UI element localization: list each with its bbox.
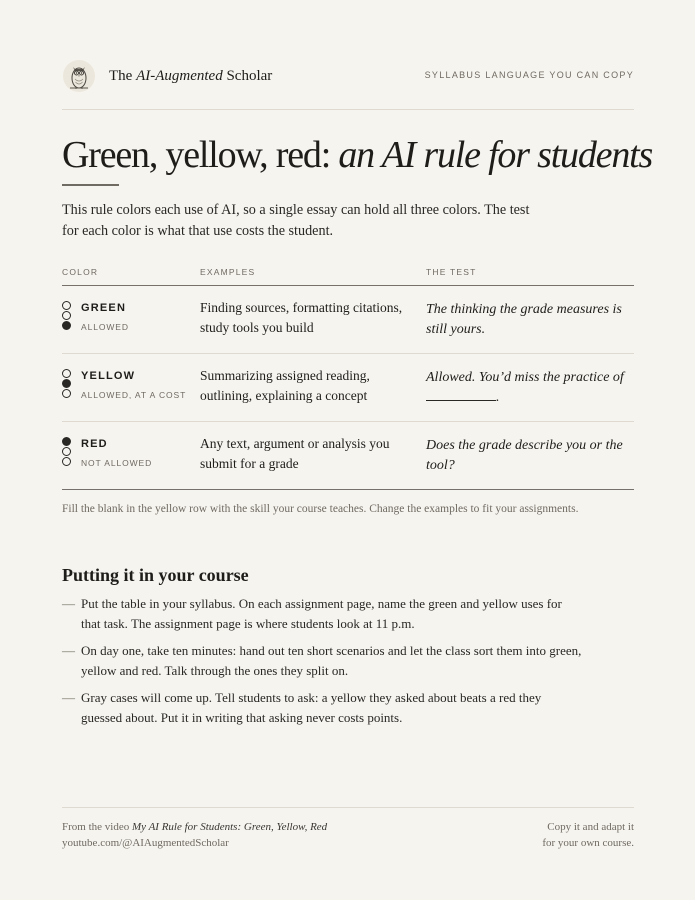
- examples-cell: Finding sources, formatting citations, study tools you build: [200, 300, 403, 335]
- intro-paragraph: This rule colors each use of AI, so a single essay can hold all three colors. The test for each color is what that use costs the student.: [62, 202, 530, 239]
- list-item: — Put the table in your syllabus. On each assignment page, name the green and yellow uses for that task. The assignment page is where students look at 11 p.m.: [62, 596, 562, 631]
- examples-cell: Summarizing assigned reading, outlining, explaining a concept: [200, 368, 370, 403]
- brand-name: The AI-Augmented Scholar: [109, 68, 273, 84]
- table-row-yellow: [62, 354, 634, 422]
- color-status: ALLOWED, AT A COST: [81, 390, 187, 400]
- section-heading: Putting it in your course: [62, 565, 249, 585]
- light-dot: [62, 437, 71, 446]
- light-dot: [62, 389, 71, 398]
- header-tagline: SYLLABUS LANGUAGE YOU CAN COPY: [424, 70, 634, 80]
- color-name: RED: [81, 438, 108, 450]
- light-dot: [62, 321, 71, 330]
- traffic-light-icon: [62, 301, 72, 331]
- column-header-color: COLOR: [62, 267, 99, 277]
- page-title: Green, yellow, red: an AI rule for students: [62, 134, 653, 176]
- column-header-test: THE TEST: [426, 267, 477, 277]
- title-underline: [62, 184, 119, 186]
- color-status: ALLOWED: [81, 322, 129, 332]
- course-steps-list: [62, 594, 582, 735]
- owl-icon: [62, 58, 96, 94]
- test-cell: Allowed. You’d miss the practice of .: [426, 370, 624, 405]
- light-dot: [62, 457, 71, 466]
- fill-in-blank: [426, 390, 496, 401]
- footer-note: Copy it and adapt it for your own course.: [542, 821, 634, 849]
- test-cell: The thinking the grade measures is still yours.: [426, 302, 622, 337]
- dash-marker: —: [62, 643, 75, 658]
- dash-marker: —: [62, 596, 75, 611]
- footer-divider: [62, 807, 634, 808]
- table-header: [62, 264, 634, 286]
- light-dot: [62, 369, 71, 378]
- table-row-green: [62, 286, 634, 354]
- examples-cell: Any text, argument or analysis you submit for a grade: [200, 436, 390, 471]
- list-item: — Gray cases will come up. Tell students to ask: a yellow they asked about beats a red they guessed about. Put it in writing that asking never costs points.: [62, 690, 542, 725]
- table-note: Fill the blank in the yellow row with the skill your course teaches. Change the examples to fit your assignments.: [62, 503, 579, 515]
- light-dot: [62, 301, 71, 310]
- page-header: [62, 58, 634, 94]
- color-rule-table: [62, 264, 634, 490]
- table-row-red: [62, 422, 634, 490]
- color-name: YELLOW: [81, 370, 136, 382]
- column-header-examples: EXAMPLES: [200, 267, 256, 277]
- footer-source: From the video My AI Rule for Students: Green, Yellow, Red youtube.com/@AIAugmentedScholar: [62, 821, 328, 849]
- light-dot: [62, 447, 71, 456]
- color-name: GREEN: [81, 302, 127, 314]
- dash-marker: —: [62, 690, 75, 705]
- light-dot: [62, 379, 71, 388]
- list-item: — On day one, take ten minutes: hand out ten short scenarios and let the class sort them into green, yellow and red. Talk through the ones they split on.: [62, 643, 582, 678]
- test-cell: Does the grade describe you or the tool?: [426, 438, 623, 473]
- light-dot: [62, 311, 71, 320]
- video-title: My AI Rule for Students: Green, Yellow, Red: [131, 821, 328, 833]
- channel-link[interactable]: youtube.com/@AIAugmentedScholar: [62, 837, 229, 849]
- header-divider: [62, 109, 634, 110]
- color-status: NOT ALLOWED: [81, 458, 153, 468]
- traffic-light-icon: [62, 437, 72, 467]
- traffic-light-icon: [62, 369, 72, 399]
